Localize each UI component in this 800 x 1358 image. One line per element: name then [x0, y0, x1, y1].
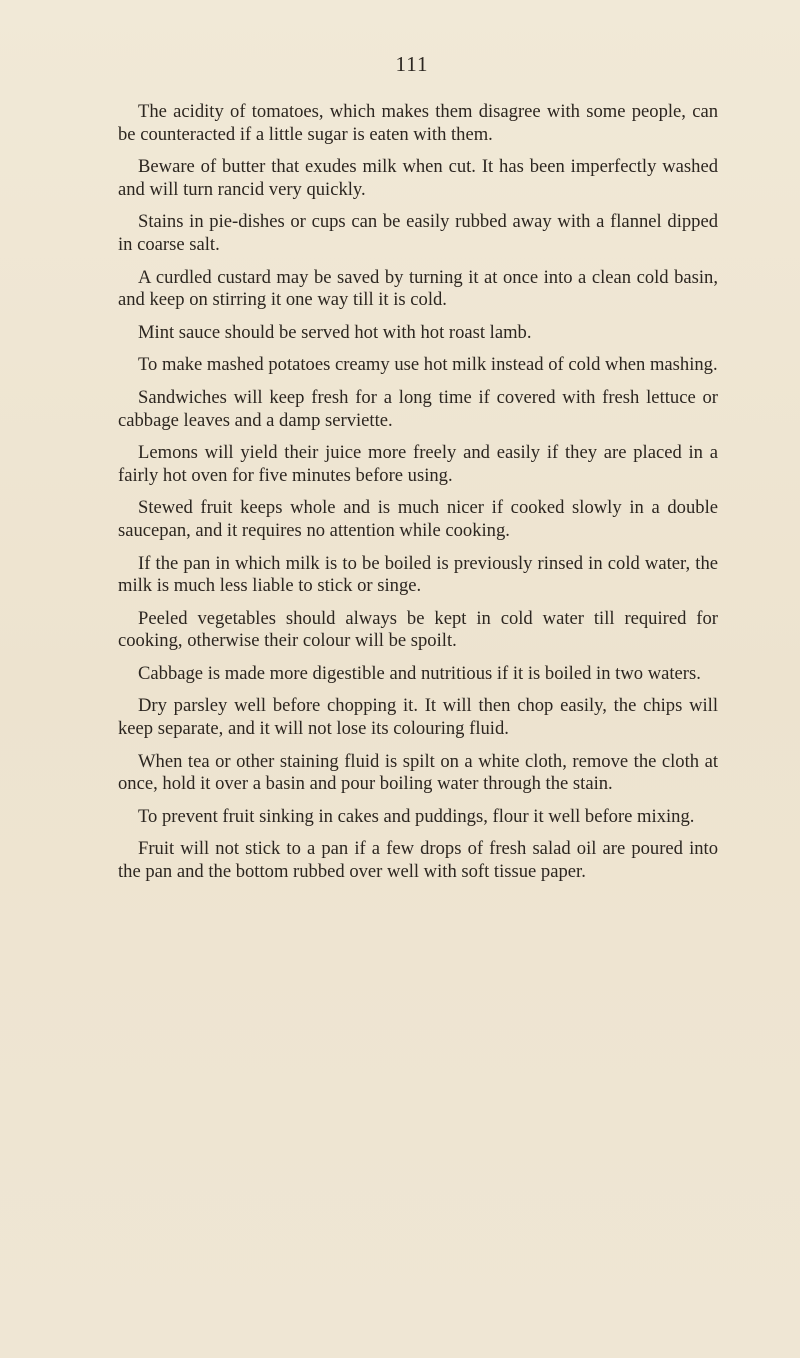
tip-paragraph: Beware of butter that exudes milk when cut. It has been imperfectly washed and will turn rancid very quickly.	[118, 156, 718, 200]
tip-paragraph: Mint sauce should be served hot with hot roast lamb.	[138, 321, 532, 343]
tip-paragraph: Cabbage is made more digestible and nutritious if it is boiled in two waters.	[138, 662, 701, 684]
page-number: 111	[395, 52, 429, 76]
tip-paragraph: Lemons will yield their juice more freely and easily if they are placed in a fairly hot oven for five minutes before using.	[118, 442, 718, 486]
tip-paragraph: Stains in pie-dishes or cups can be easily rubbed away with a flannel dipped in coarse salt.	[118, 211, 718, 255]
tip-paragraph: The acidity of tomatoes, which makes them disagree with some people, can be counteracted if a little sugar is eaten with them.	[118, 101, 718, 145]
tip-paragraph: Peeled vegetables should always be kept in cold water till required for cooking, otherwise their colour will be spoilt.	[118, 607, 718, 652]
tip-paragraph: If the pan in which milk is to be boiled is previously rinsed in cold water, the milk is much less liable to stick or singe.	[118, 552, 718, 597]
tip-paragraph: Sandwiches will keep fresh for a long time if covered with fresh lettuce or cabbage leaves and a damp serviette.	[118, 386, 718, 431]
tip-paragraph: To prevent fruit sinking in cakes and puddings, flour it well before mixing.	[138, 805, 695, 827]
household-tips-list	[118, 101, 718, 884]
tip-paragraph: A curdled custard may be saved by turning it at once into a clean cold basin, and keep on stirring it one way till it is cold.	[118, 266, 718, 311]
tip-paragraph: Fruit will not stick to a pan if a few drops of fresh salad oil are poured into the pan and the bottom rubbed over well with soft tissue paper.	[118, 838, 718, 883]
tip-paragraph: Dry parsley well before chopping it. It will then chop easily, the chips will keep separate, and it will not lose its colouring fluid.	[118, 695, 718, 740]
tip-paragraph: Stewed fruit keeps whole and is much nicer if cooked slowly in a double saucepan, and it requires no attention while cooking.	[118, 497, 718, 541]
tip-paragraph: To make mashed potatoes creamy use hot milk instead of cold when mashing.	[138, 354, 718, 376]
tip-paragraph: When tea or other staining fluid is spilt on a white cloth, remove the cloth at once, hold it over a basin and pour boiling water through the stain.	[118, 750, 718, 795]
